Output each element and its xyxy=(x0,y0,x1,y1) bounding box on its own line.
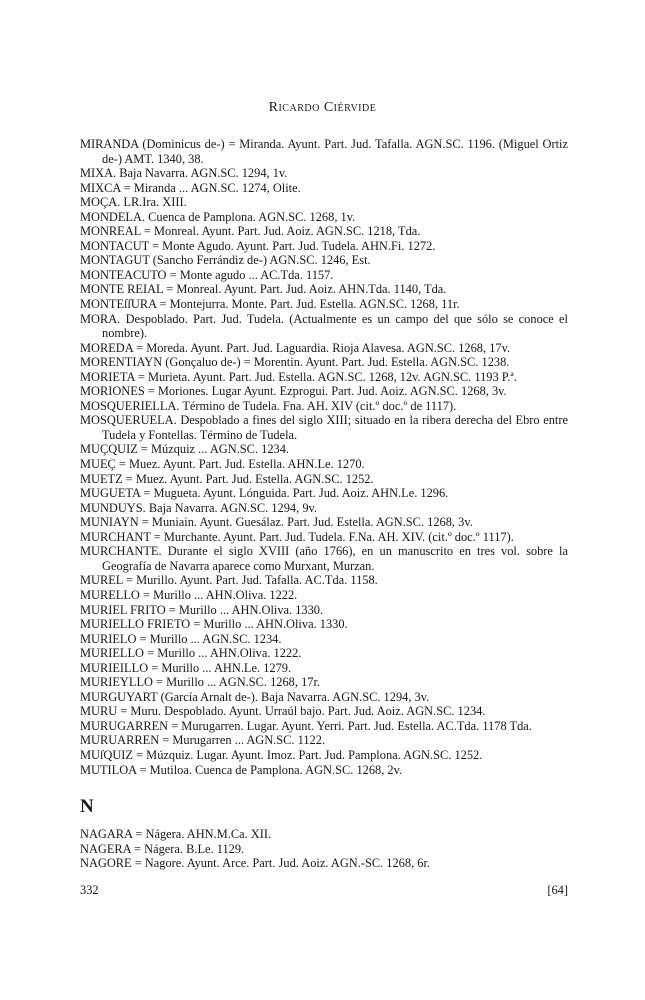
dictionary-entry: MURIEILLO = Murillo ... AHN.Le. 1279. xyxy=(80,660,292,675)
dictionary-entry: MURGUYART (García Arnalt de-). Baja Navarra. AGN.SC. 1294, 3v. xyxy=(80,689,430,704)
dictionary-entry: MURELLO = Murillo ... AHN.Oliva. 1222. xyxy=(80,587,298,602)
dictionary-entry: MORIONES = Moriones. Lugar Ayunt. Ezprogui. Part. Jud. Aoiz. AGN.SC. 1268, 3v. xyxy=(80,384,507,399)
dictionary-entry: MONTE REIAL = Monreal. Ayunt. Part. Jud. Aoiz. AHN.Tda. 1140, Tda. xyxy=(80,282,447,297)
dictionary-entry: MUNIAYN = Muniain. Ayunt. Guesálaz. Part. Jud. Estella. AGN.SC. 1268, 3v. xyxy=(80,515,473,530)
dictionary-entry: MOÇA. LR.Ira. XIII. xyxy=(80,195,187,210)
dictionary-entry: MORIETA = Murieta. Ayunt. Part. Jud. Estella. AGN.SC. 1268, 12v. AGN.SC. 1193 P.ª. xyxy=(80,369,517,384)
dictionary-entry: MUſQUIZ = Múzquiz. Lugar. Ayunt. Imoz. Part. Jud. Pamplona. AGN.SC. 1252. xyxy=(80,747,483,762)
dictionary-entry: MONTACUT = Monte Agudo. Ayunt. Part. Jud. Tudela. AHN.Fi. 1272. xyxy=(80,238,436,253)
dictionary-entry: MUGUETA = Mugueta. Ayunt. Lónguida. Part. Jud. Aoiz. AHN.Le. 1296. xyxy=(80,486,449,501)
dictionary-entry: NAGERA = Nágera. B.Le. 1129. xyxy=(80,841,245,856)
dictionary-entry: MIRANDA (Dominicus de-) = Miranda. Ayunt. Part. Jud. Tafalla. AGN.SC. 1196. (Miguel Ortiz de-) AMT. 1340, 38. xyxy=(80,137,568,166)
dictionary-entry: NAGORE = Nagore. Ayunt. Arce. Part. Jud. Aoiz. AGN.-SC. 1268, 6r. xyxy=(80,856,431,871)
dictionary-entry: MOREDA = Moreda. Ayunt. Part. Jud. Laguardia. Rioja Alavesa. AGN.SC. 1268, 17v. xyxy=(80,340,511,355)
dictionary-entry: MURIEYLLO = Murillo ... AGN.SC. 1268, 17r. xyxy=(80,675,321,690)
dictionary-entry: MONREAL = Monreal. Ayunt. Part. Jud. Aoiz. AGN.SC. 1218, Tda. xyxy=(80,224,421,239)
dictionary-entry: MUÇQUIZ = Múzquiz ... AGN.SC. 1234. xyxy=(80,442,290,457)
dictionary-entry: NAGARA = Nágera. AHN.M.Ca. XII. xyxy=(80,827,272,841)
dictionary-entry: MORA. Despoblado. Part. Jud. Tudela. (Actualmente es un campo del que sólo se conoce el nombre). xyxy=(80,311,568,341)
dictionary-entry: MUETZ = Muez. Ayunt. Part. Jud. Estella. AGN.SC. 1252. xyxy=(80,471,374,486)
dictionary-entry: MUREL = Murillo. Ayunt. Part. Jud. Tafalla. AC.Tda. 1158. xyxy=(80,573,378,588)
entry-list-n xyxy=(80,827,568,871)
page-reference: [64] xyxy=(547,883,568,897)
dictionary-entry: MUTILOA = Mutiloa. Cuenca de Pamplona. AGN.SC. 1268, 2v. xyxy=(80,762,403,777)
dictionary-entry: MIXCA = Miranda ... AGN.SC. 1274, Olite. xyxy=(80,180,301,195)
dictionary-entry: MORENTIAYN (Gonçaluo de-) = Morentin. Ayunt. Part. Jud. Estella. AGN.SC. 1238. xyxy=(80,355,510,370)
dictionary-entry: MOSQUERUELA. Despoblado a fines del siglo XIII; situado en la ribera derecha del Ebro entre Tudela y Fontellas. Término de Tudela. xyxy=(80,413,568,442)
dictionary-entry: MONDELA. Cuenca de Pamplona. AGN.SC. 1268, 1v. xyxy=(80,209,356,224)
dictionary-entry: MURIELO = Murillo ... AGN.SC. 1234. xyxy=(80,631,282,646)
dictionary-entry: MONTAGUT (Sancho Ferrándiz de-) AGN.SC. 1246, Est. xyxy=(80,253,371,268)
dictionary-entry: MUEÇ = Muez. Ayunt. Part. Jud. Estella. AHN.Le. 1270. xyxy=(80,457,365,472)
dictionary-entry: MURU = Muru. Despoblado. Ayunt. Urraúl bajo. Part. Jud. Aoiz. AGN.SC. 1234. xyxy=(80,704,486,719)
dictionary-entry: MOSQUERIELLA. Término de Tudela. Fna. AH. XIV (cit.º doc.º de 1117). xyxy=(80,398,457,413)
dictionary-entry: MURUGARREN = Murugarren. Lugar. Ayunt. Yerri. Part. Jud. Estella. AC.Tda. 1178 Tda. xyxy=(80,718,532,733)
running-header: Ricardo Ciérvide xyxy=(268,100,377,115)
dictionary-entry: MUNDUYS. Baja Navarra. AGN.SC. 1294, 9v. xyxy=(80,500,318,515)
dictionary-entry: MURIELLO = Murillo ... AHN.Oliva. 1222. xyxy=(80,646,302,661)
dictionary-entry: MURIELLO FRIETO = Murillo ... AHN.Oliva. 1330. xyxy=(80,617,348,632)
entry-list-m xyxy=(80,137,568,777)
dictionary-entry: MURCHANT = Murchante. Ayunt. Part. Jud. Tudela. F.Na. AH. XIV. (cit.º doc.º 1117). xyxy=(80,529,514,544)
dictionary-entry: MONTEACUTO = Monte agudo ... AC.Tda. 1157. xyxy=(80,267,334,282)
page-number: 332 xyxy=(80,883,99,897)
dictionary-entry: MURCHANTE. Durante el siglo XVIII (año 1766), en un manuscrito en tres vol. sobre la Geografía de Navarra aparece como Murxant, Murzan. xyxy=(80,544,568,573)
dictionary-entry: MURIEL FRITO = Murillo ... AHN.Oliva. 1330. xyxy=(80,602,324,617)
section-letter: N xyxy=(80,796,94,817)
dictionary-entry: MIXA. Baja Navarra. AGN.SC. 1294, 1v. xyxy=(80,166,288,181)
dictionary-entry: MONTEſſURA = Montejurra. Monte. Part. Jud. Estella. AGN.SC. 1268, 11r. xyxy=(80,297,460,312)
dictionary-entry: MURUARREN = Murugarren ... AGN.SC. 1122. xyxy=(80,733,326,748)
